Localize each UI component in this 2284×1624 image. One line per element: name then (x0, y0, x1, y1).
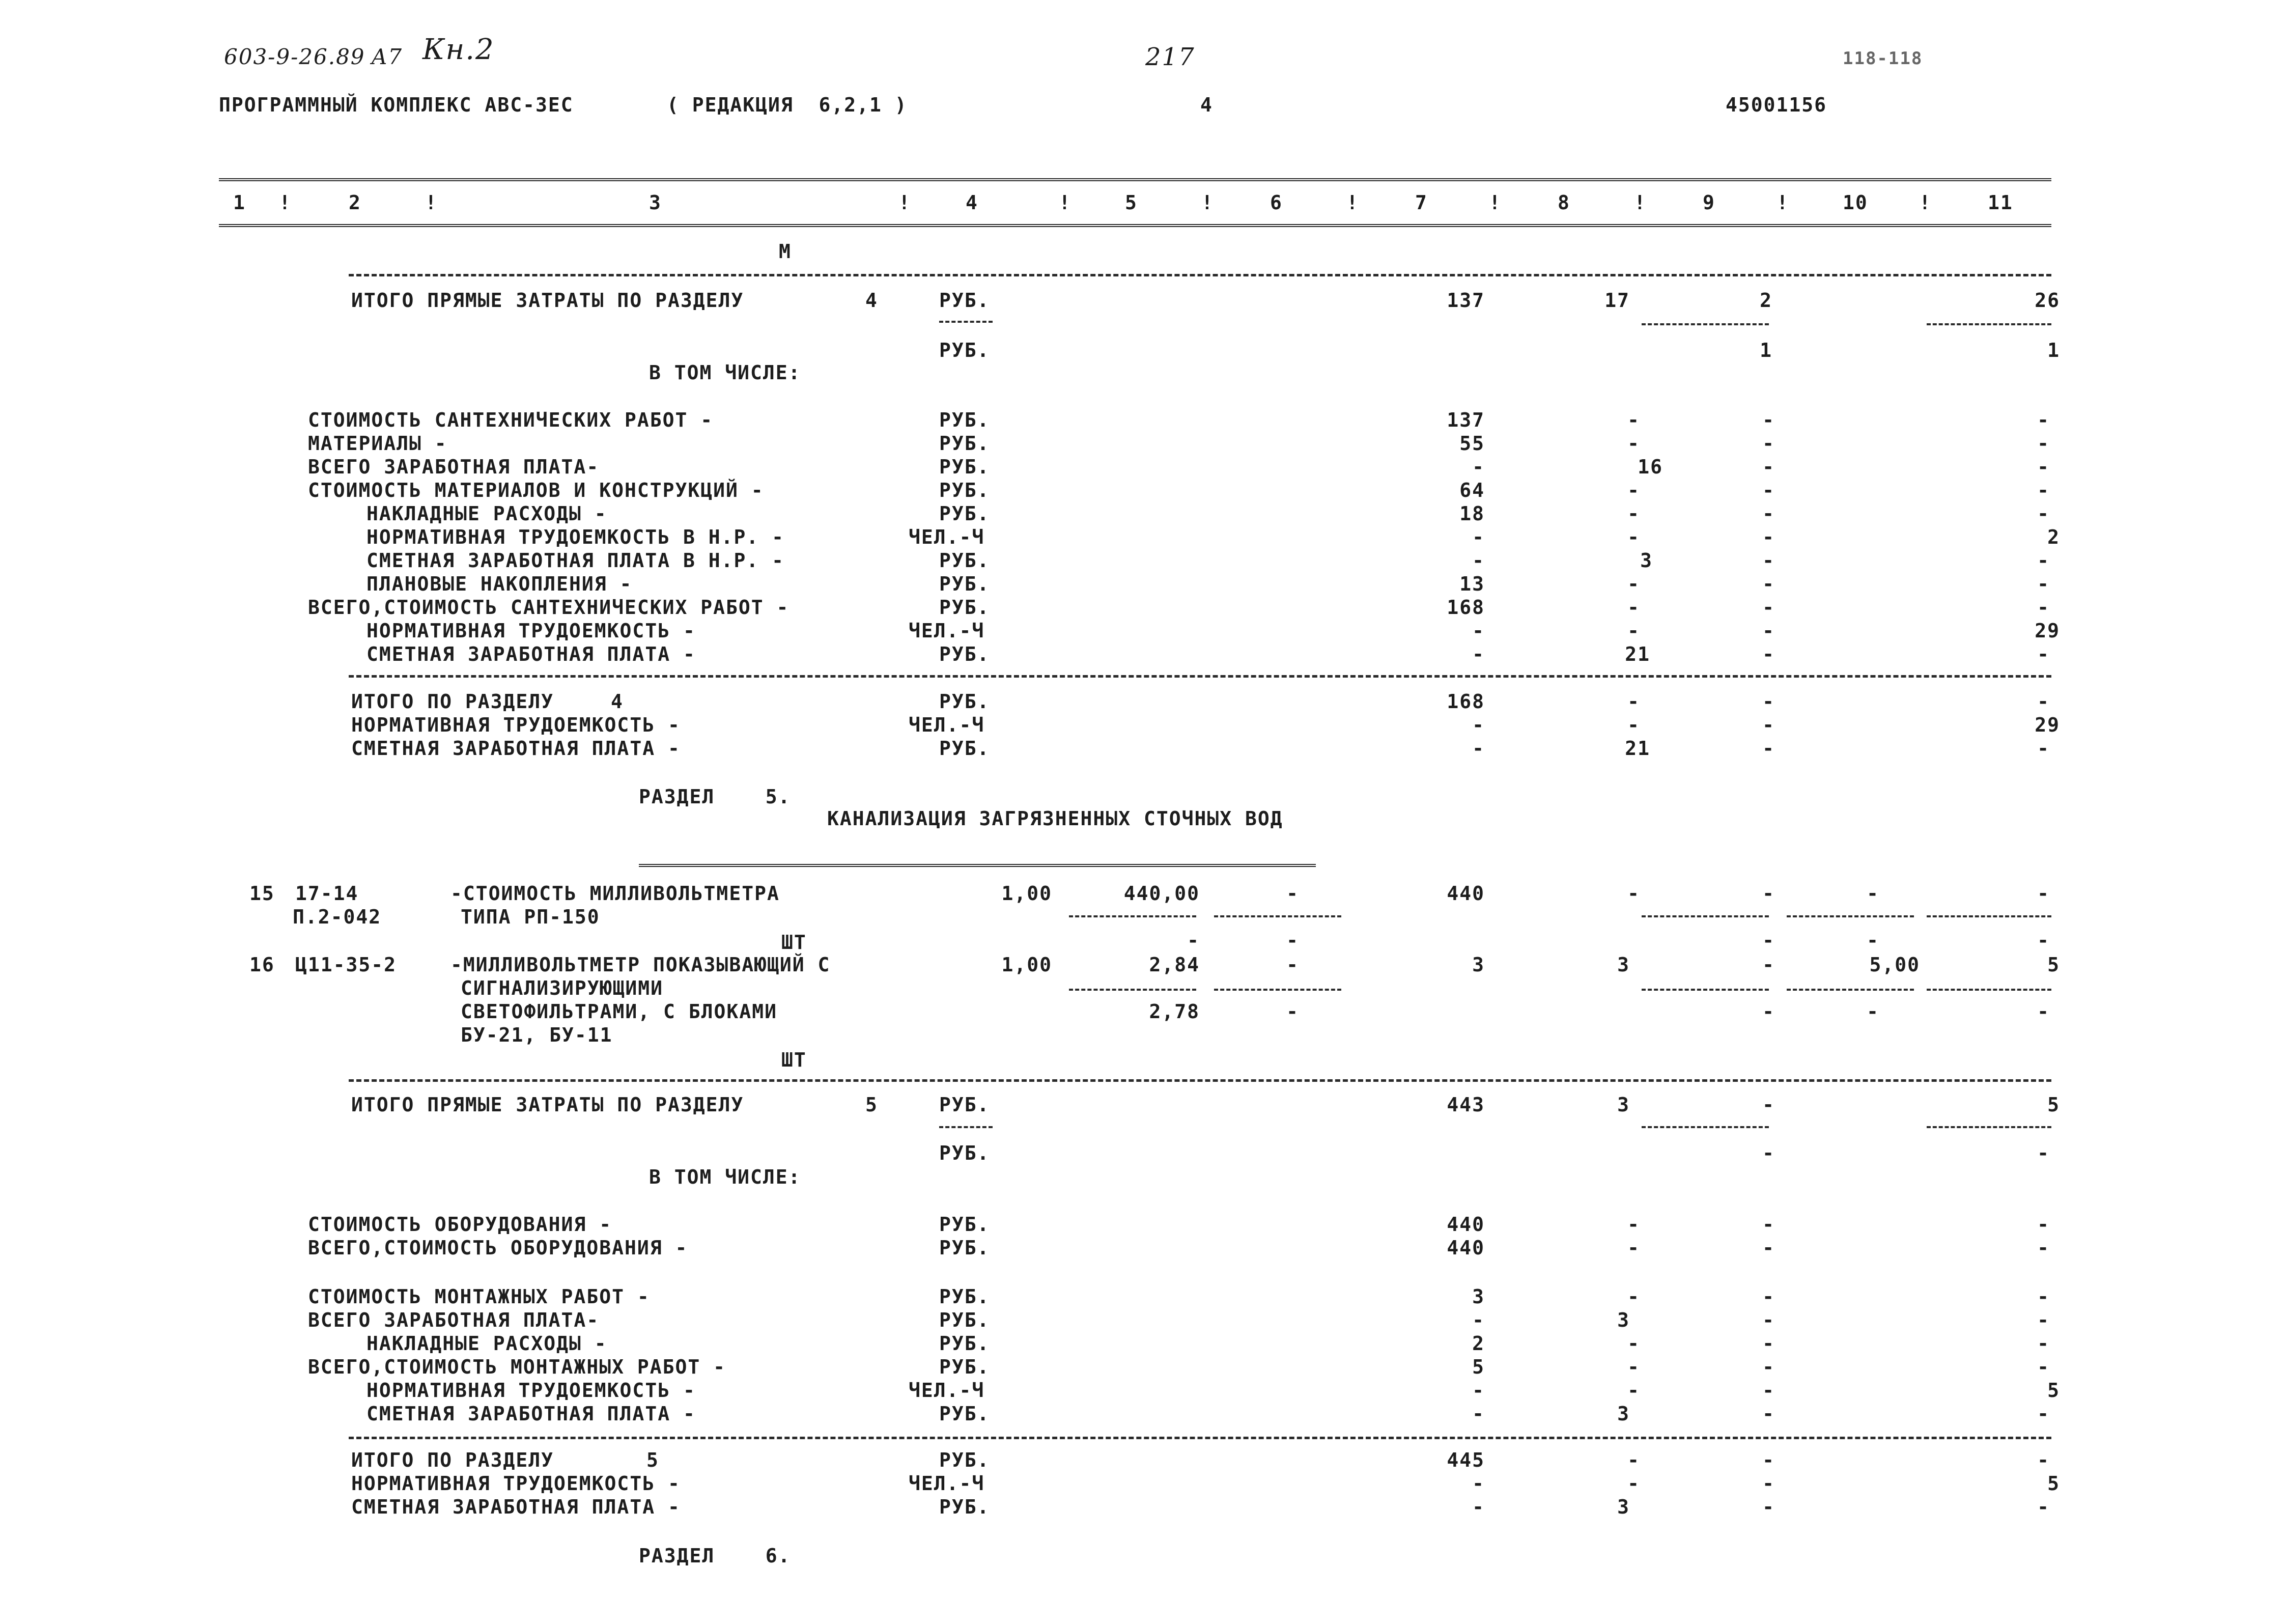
value-col11: - (2037, 409, 2050, 431)
col10-underline (1787, 989, 1914, 991)
unit: РУБ. (939, 573, 990, 595)
row-label: ИТОГО ПО РАЗДЕЛУ (351, 1449, 554, 1471)
unit-underline (939, 1126, 993, 1128)
price-code: Ц11-35-2 (295, 954, 397, 976)
column-number: 1 (233, 191, 246, 214)
row-label: МАТЕРИАЛЫ - (308, 432, 447, 455)
value-col8: 3 (1617, 1403, 1630, 1425)
row-label: ВСЕГО,СТОИМОСТЬ МОНТАЖНЫХ РАБОТ - (308, 1356, 726, 1378)
row-label: СМЕТНАЯ ЗАРАБОТНАЯ ПЛАТА - (366, 643, 696, 665)
value-col8: - (1627, 1332, 1640, 1355)
value-col11: - (2037, 1213, 2050, 1236)
value-col9: - (1762, 549, 1775, 572)
value-col9: - (1762, 596, 1775, 619)
value-col10: 5,00 (1869, 954, 1920, 976)
unit: РУБ. (939, 596, 990, 619)
value-col11: - (2037, 1356, 2050, 1378)
value-col11: - (2037, 456, 2050, 478)
value-col9: - (1762, 1094, 1775, 1116)
corner-code: 118-118 (1843, 48, 1923, 69)
value-col7: 440 (1447, 1213, 1485, 1236)
value-col11: - (2037, 690, 2050, 713)
value-col9: - (1762, 690, 1775, 713)
value-col7: 443 (1447, 1094, 1485, 1116)
value-col8: - (1627, 1356, 1640, 1378)
value-col11: - (2037, 1496, 2050, 1518)
value-col8: - (1627, 882, 1640, 905)
value-col9: - (1762, 620, 1775, 642)
row-label: СТОИМОСТЬ МОНТАЖНЫХ РАБОТ - (308, 1285, 650, 1308)
value-col9: 2 (1760, 289, 1772, 312)
value-col11: - (2037, 643, 2050, 665)
value-col7: 3 (1472, 1285, 1485, 1308)
row-label: НАКЛАДНЫЕ РАСХОДЫ - (366, 1332, 607, 1355)
value-col8: - (1627, 409, 1640, 431)
value-col6: - (1286, 882, 1299, 905)
unit: РУБ. (939, 1496, 990, 1518)
value-col11: - (2037, 1285, 2050, 1308)
section5-heading: РАЗДЕЛ 5. (639, 786, 791, 808)
program-name: ПРОГРАММНЫЙ КОМПЛЕКС АВС-3ЕС (219, 94, 574, 116)
value-col11: - (2037, 573, 2050, 595)
value-col9: - (1762, 526, 1775, 548)
col9-underline (1642, 1126, 1769, 1128)
column-separator: ! (898, 191, 911, 214)
row-label: ВСЕГО,СТОИМОСТЬ САНТЕХНИЧЕСКИХ РАБОТ - (308, 596, 789, 619)
value-col7: - (1472, 549, 1485, 572)
value-col7: 3 (1472, 954, 1485, 976)
value-col9: - (1762, 432, 1775, 455)
value-col9: - (1762, 1213, 1775, 1236)
value-col11: - (2037, 549, 2050, 572)
value-col11: 5 (2047, 954, 2060, 976)
unit: РУБ. (939, 1309, 990, 1331)
value-col11: - (2037, 596, 2050, 619)
value-col9: - (1762, 1142, 1775, 1164)
unit: ЧЕЛ.-Ч (909, 620, 985, 642)
column-separator: ! (1201, 191, 1214, 214)
row-label: ПЛАНОВЫЕ НАКОПЛЕНИЯ - (366, 573, 633, 595)
value-col9: - (1762, 1403, 1775, 1425)
value-col11: - (2037, 737, 2050, 760)
value-col7: - (1472, 643, 1485, 665)
value-col7: 440 (1447, 882, 1485, 905)
value-col11: - (2037, 1309, 2050, 1331)
value-col9: - (1762, 954, 1775, 976)
value-col8: - (1627, 596, 1640, 619)
stray-unit: М (779, 240, 792, 263)
unit: РУБ. (939, 1449, 990, 1471)
column-separator: ! (1919, 191, 1932, 214)
item-number: 16 (249, 954, 275, 976)
column-number: 6 (1270, 191, 1283, 214)
row-label: НОРМАТИВНАЯ ТРУДОЕМКОСТЬ - (351, 1472, 681, 1495)
value-col6: - (1286, 1000, 1299, 1023)
row-label: СМЕТНАЯ ЗАРАБОТНАЯ ПЛАТА В Н.Р. - (366, 549, 784, 572)
col11-underline (1927, 1126, 2051, 1128)
row-label: СТОИМОСТЬ МАТЕРИАЛОВ И КОНСТРУКЦИЙ - (308, 479, 764, 501)
value-col8: - (1627, 714, 1640, 736)
value-col7: - (1472, 1472, 1485, 1495)
value-col8: - (1627, 573, 1640, 595)
row-label: НОРМАТИВНАЯ ТРУДОЕМКОСТЬ - (351, 714, 681, 736)
unit: РУБ. (939, 409, 990, 431)
row-label: НАКЛАДНЫЕ РАСХОДЫ - (366, 502, 607, 525)
value-col9: - (1762, 1472, 1775, 1495)
value-col11: - (2037, 1142, 2050, 1164)
section5-top-rule (349, 1079, 2051, 1082)
value-col8: - (1627, 526, 1640, 548)
value-col5: 2,84 (1149, 954, 1200, 976)
row-label: СМЕТНАЯ ЗАРАБОТНАЯ ПЛАТА - (351, 737, 681, 760)
value-col7: - (1472, 1309, 1485, 1331)
value-col11: - (2037, 432, 2050, 455)
value-col7: 137 (1447, 289, 1485, 312)
row-label: ВСЕГО ЗАРАБОТНАЯ ПЛАТА- (308, 1309, 600, 1331)
row-label: СМЕТНАЯ ЗАРАБОТНАЯ ПЛАТА - (366, 1403, 696, 1425)
value-col9: - (1762, 1309, 1775, 1331)
column-separator: ! (425, 191, 438, 214)
value-col11: 1 (2047, 339, 2060, 361)
page-number-handwritten: 217 (1145, 43, 1195, 71)
section5-title: КАНАЛИЗАЦИЯ ЗАГРЯЗНЕННЫХ СТОЧНЫХ ВОД (827, 807, 1283, 830)
value-col7: 5 (1472, 1356, 1485, 1378)
value-col9: - (1762, 1356, 1775, 1378)
value-col11: - (2037, 882, 2050, 905)
row-label: СТОИМОСТЬ САНТЕХНИЧЕСКИХ РАБОТ - (308, 409, 714, 431)
item-number: 15 (249, 882, 275, 905)
document-number: 45001156 (1726, 94, 1827, 116)
value-col7: - (1472, 737, 1485, 760)
value-col8: - (1627, 1379, 1640, 1402)
sheet-number: 4 (1200, 94, 1213, 116)
unit: РУБ. (939, 549, 990, 572)
value-col7: 137 (1447, 409, 1485, 431)
total-label: ИТОГО ПРЯМЫЕ ЗАТРАТЫ ПО РАЗДЕЛУ (351, 1094, 744, 1116)
header-top-rule (219, 178, 2051, 181)
value-col5: 2,78 (1149, 1000, 1200, 1023)
value-col11: - (2037, 479, 2050, 501)
unit: РУБ. (939, 1213, 990, 1236)
column-separator: ! (279, 191, 292, 214)
column-number: 11 (1988, 191, 2013, 214)
item-description: СИГНАЛИЗИРУЮЩИМИ (461, 977, 664, 999)
quantity: 1,00 (1001, 882, 1052, 905)
unit: РУБ. (939, 339, 990, 361)
unit: РУБ. (939, 643, 990, 665)
value-col7: 445 (1447, 1449, 1485, 1471)
value-col7: 440 (1447, 1237, 1485, 1259)
value-col9: - (1762, 456, 1775, 478)
quantity: 1,00 (1001, 954, 1052, 976)
section4-top-rule (349, 274, 2051, 276)
column-separator: ! (1059, 191, 1071, 214)
unit: РУБ. (939, 1237, 990, 1259)
value-col11: 5 (2047, 1472, 2060, 1495)
value-col9: - (1762, 643, 1775, 665)
value-col10: - (1867, 929, 1879, 951)
value-col7: - (1472, 1496, 1485, 1518)
column-number: 4 (966, 191, 978, 214)
unit: РУБ. (939, 1332, 990, 1355)
unit: ЧЕЛ.-Ч (909, 714, 985, 736)
value-col6: - (1286, 929, 1299, 951)
total-label: ИТОГО ПРЯМЫЕ ЗАТРАТЫ ПО РАЗДЕЛУ (351, 289, 744, 312)
row-label: СМЕТНАЯ ЗАРАБОТНАЯ ПЛАТА - (351, 1496, 681, 1518)
value-col8: - (1627, 1449, 1640, 1471)
value-col8: - (1627, 1237, 1640, 1259)
unit: РУБ. (939, 479, 990, 501)
item-description: -СТОИМОСТЬ МИЛЛИВОЛЬТМЕТРА (450, 882, 780, 905)
value-col9: - (1762, 573, 1775, 595)
value-col9: - (1762, 882, 1775, 905)
item-unit: ШТ (781, 1049, 807, 1071)
col11-underline (1927, 323, 2051, 325)
price-code-secondary: П.2-042 (293, 906, 382, 928)
value-col9: - (1762, 737, 1775, 760)
item-description: -МИЛЛИВОЛЬТМЕТР ПОКАЗЫВАЮЩИЙ С (450, 954, 831, 976)
value-col7: - (1472, 1403, 1485, 1425)
value-col7: 168 (1447, 596, 1485, 619)
column-number: 10 (1843, 191, 1868, 214)
unit: РУБ. (939, 502, 990, 525)
value-col6: - (1286, 954, 1299, 976)
value-col8: 21 (1625, 643, 1650, 665)
album-code: A7 (372, 44, 403, 69)
section-number: 4 (865, 289, 878, 312)
value-col7: - (1472, 620, 1485, 642)
section-number: 5 (646, 1449, 659, 1471)
value-col7: 13 (1459, 573, 1485, 595)
row-label: СТОИМОСТЬ ОБОРУДОВАНИЯ - (308, 1213, 612, 1236)
price-code: 17-14 (295, 882, 359, 905)
value-col8: - (1627, 432, 1640, 455)
value-col9: - (1762, 714, 1775, 736)
value-col9: - (1762, 502, 1775, 525)
value-col11: 5 (2047, 1094, 2060, 1116)
col9-underline (1642, 323, 1769, 325)
value-col9: - (1762, 1379, 1775, 1402)
section5-title-rule (639, 864, 1316, 867)
row-label: ИТОГО ПО РАЗДЕЛУ (351, 690, 554, 713)
item-description: БУ-21, БУ-11 (461, 1024, 613, 1046)
column-number: 8 (1558, 191, 1570, 214)
value-col11: 26 (2035, 289, 2060, 312)
including-label: В ТОМ ЧИСЛЕ: (649, 361, 801, 384)
column-number: 2 (349, 191, 361, 214)
value-col7: - (1472, 526, 1485, 548)
value-col7: 55 (1459, 432, 1485, 455)
value-col11: 2 (2047, 526, 2060, 548)
value-col8: 21 (1625, 737, 1650, 760)
col11-underline (1927, 915, 2051, 917)
unit: ЧЕЛ.-Ч (909, 1472, 985, 1495)
row-label: НОРМАТИВНАЯ ТРУДОЕМКОСТЬ В Н.Р. - (366, 526, 784, 548)
value-col9: - (1762, 1000, 1775, 1023)
value-col11: - (2037, 1000, 2050, 1023)
value-col11: - (2037, 1237, 2050, 1259)
value-col11: 29 (2035, 714, 2060, 736)
unit: РУБ. (939, 432, 990, 455)
header-bottom-rule (219, 224, 2051, 227)
value-col5: - (1187, 929, 1200, 951)
value-col8: 3 (1617, 1309, 1630, 1331)
book-number: Кн.2 (422, 33, 495, 66)
col6-underline (1214, 989, 1341, 991)
value-col8: - (1627, 620, 1640, 642)
value-col7: - (1472, 1379, 1485, 1402)
row-label: НОРМАТИВНАЯ ТРУДОЕМКОСТЬ - (366, 1379, 696, 1402)
value-col10: - (1867, 1000, 1879, 1023)
unit-underline (939, 321, 993, 323)
value-col11: - (2037, 929, 2050, 951)
col9-underline (1642, 989, 1769, 991)
unit: РУБ. (939, 690, 990, 713)
value-col9: - (1762, 1449, 1775, 1471)
program-edition: ( РЕДАКЦИЯ 6,2,1 ) (667, 94, 908, 116)
value-col11: - (2037, 1332, 2050, 1355)
unit: ЧЕЛ.-Ч (909, 526, 985, 548)
unit: ЧЕЛ.-Ч (909, 1379, 985, 1402)
col5-underline (1069, 915, 1196, 917)
value-col9: - (1762, 1285, 1775, 1308)
row-label: ВСЕГО,СТОИМОСТЬ ОБОРУДОВАНИЯ - (308, 1237, 688, 1259)
section6-heading: РАЗДЕЛ 6. (639, 1545, 791, 1567)
unit: РУБ. (939, 737, 990, 760)
unit: РУБ. (939, 1356, 990, 1378)
column-number: 9 (1703, 191, 1715, 214)
unit: РУБ. (939, 1403, 990, 1425)
value-col8: - (1627, 502, 1640, 525)
value-col8: 16 (1638, 456, 1663, 478)
value-col8: - (1627, 1472, 1640, 1495)
row-label: ВСЕГО ЗАРАБОТНАЯ ПЛАТА- (308, 456, 600, 478)
value-col7: 168 (1447, 690, 1485, 713)
column-separator: ! (1634, 191, 1647, 214)
value-col8: - (1627, 690, 1640, 713)
value-col9: - (1762, 929, 1775, 951)
value-col8: - (1627, 1213, 1640, 1236)
unit: РУБ. (939, 456, 990, 478)
value-col8: - (1627, 1285, 1640, 1308)
unit: РУБ. (939, 1094, 990, 1116)
col11-underline (1927, 989, 2051, 991)
value-col9: - (1762, 479, 1775, 501)
value-col8: 17 (1604, 289, 1630, 312)
unit: РУБ. (939, 1285, 990, 1308)
value-col9: - (1762, 409, 1775, 431)
section-number: 5 (865, 1094, 878, 1116)
column-separator: ! (1346, 191, 1359, 214)
column-separator: ! (1489, 191, 1502, 214)
value-col7: - (1472, 714, 1485, 736)
col10-underline (1787, 915, 1914, 917)
item-unit: ШТ (781, 931, 807, 954)
value-col11: - (2037, 1403, 2050, 1425)
column-number: 3 (649, 191, 662, 214)
value-col11: 5 (2047, 1379, 2060, 1402)
value-col10: - (1867, 882, 1879, 905)
col5-underline (1069, 989, 1196, 991)
value-col9: - (1762, 1237, 1775, 1259)
value-col9: 1 (1760, 339, 1772, 361)
value-col7: 2 (1472, 1332, 1485, 1355)
row-label: НОРМАТИВНАЯ ТРУДОЕМКОСТЬ - (366, 620, 696, 642)
value-col8: 3 (1640, 549, 1653, 572)
col9-underline (1642, 915, 1769, 917)
value-col8: - (1627, 479, 1640, 501)
unit: РУБ. (939, 1142, 990, 1164)
value-col7: - (1472, 456, 1485, 478)
item-description: СВЕТОФИЛЬТРАМИ, С БЛОКАМИ (461, 1000, 777, 1023)
section-number: 4 (611, 690, 624, 713)
unit: РУБ. (939, 289, 990, 312)
value-col5: 440,00 (1123, 882, 1200, 905)
value-col11: - (2037, 502, 2050, 525)
value-col11: - (2037, 1449, 2050, 1471)
section5-summary-rule (349, 1437, 2051, 1439)
col6-underline (1214, 915, 1341, 917)
value-col9: - (1762, 1496, 1775, 1518)
value-col11: 29 (2035, 620, 2060, 642)
section4-summary-rule (349, 675, 2051, 678)
value-col8: 3 (1617, 1094, 1630, 1116)
column-number: 5 (1125, 191, 1138, 214)
value-col8: 3 (1617, 1496, 1630, 1518)
column-separator: ! (1777, 191, 1789, 214)
value-col8: 3 (1617, 954, 1630, 976)
value-col9: - (1762, 1332, 1775, 1355)
doc-code: 603-9-26.89 (224, 44, 365, 69)
including-label: В ТОМ ЧИСЛЕ: (649, 1166, 801, 1188)
column-number: 7 (1415, 191, 1428, 214)
value-col7: 18 (1459, 502, 1485, 525)
value-col7: 64 (1459, 479, 1485, 501)
item-description: ТИПА РП-150 (461, 906, 600, 928)
